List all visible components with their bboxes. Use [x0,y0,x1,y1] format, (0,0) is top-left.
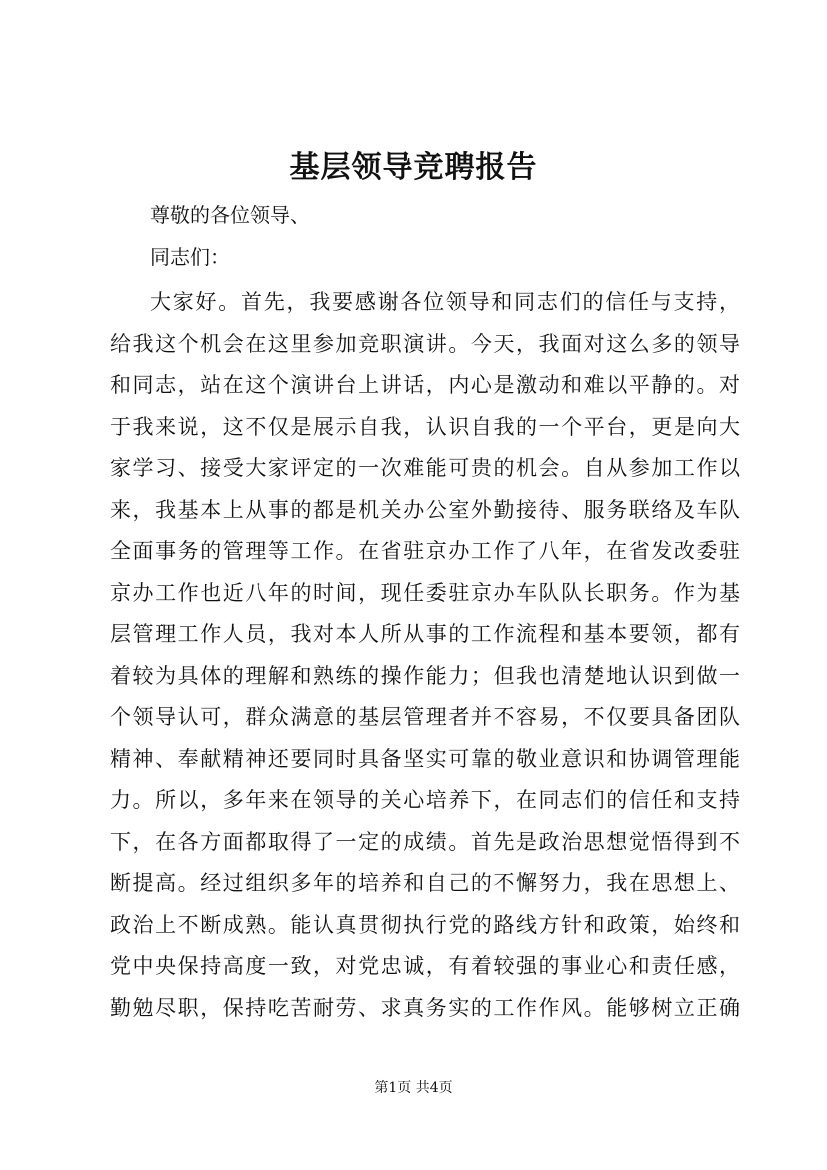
body-line: 大家好。首先，我要感谢各位领导和同志们的信任与支持， [150,290,740,314]
body-line: 家学习、接受大家评定的一次难能可贵的机会。自从参加工作以 [110,456,740,480]
body-paragraph [110,282,750,1029]
body-line: 给我这个机会在这里参加竞职演讲。今天，我面对这么多的领导 [110,331,740,356]
body-line: 层管理工作人员，我对本人所从事的工作流程和基本要领，都有 [110,622,740,646]
body-line: 和同志，站在这个演讲台上讲话，内心是激动和难以平静的。对 [110,373,740,397]
body-line: 力。所以，多年来在领导的关心培养下，在同志们的信任和支持 [110,788,740,812]
page-footer: 第1页 共4页 [374,1080,453,1096]
document-title: 基层领导竞聘报告 [289,150,538,185]
body-line: 着较为具体的理解和熟练的操作能力；但我也清楚地认识到做一 [110,663,740,688]
body-line: 个领导认可，群众满意的基层管理者并不容易，不仅要具备团队 [110,705,740,729]
body-line: 政治上不断成熟。能认真贯彻执行党的路线方针和政策，始终和 [110,912,740,937]
body-line: 京办工作也近八年的时间，现任委驻京办车队队长职务。作为基 [110,580,740,605]
body-line: 勤勉尽职，保持吃苦耐劳、求真务实的工作作风。能够树立正确 [110,995,740,1020]
body-line: 精神、奉献精神还要同时具备坚实可靠的敬业意识和协调管理能 [110,746,740,771]
body-line: 于我来说，这不仅是展示自我，认识自我的一个平台，更是向大 [110,414,740,439]
body-line: 来，我基本上从事的都是机关办公室外勤接待、服务联络及车队 [110,497,740,522]
body-line: 全面事务的管理等工作。在省驻京办工作了八年，在省发改委驻 [110,539,740,563]
salutation-line-1: 尊敬的各位领导、 [150,203,310,227]
salutation-line-2: 同志们： [150,245,230,269]
body-line: 断提高。经过组织多年的培养和自己的不懈努力，我在思想上、 [110,871,740,895]
body-line: 党中央保持高度一致，对党忠诚，有着较强的事业心和责任感， [110,954,740,978]
body-line: 下，在各方面都取得了一定的成绩。首先是政治思想觉悟得到不 [110,829,740,854]
